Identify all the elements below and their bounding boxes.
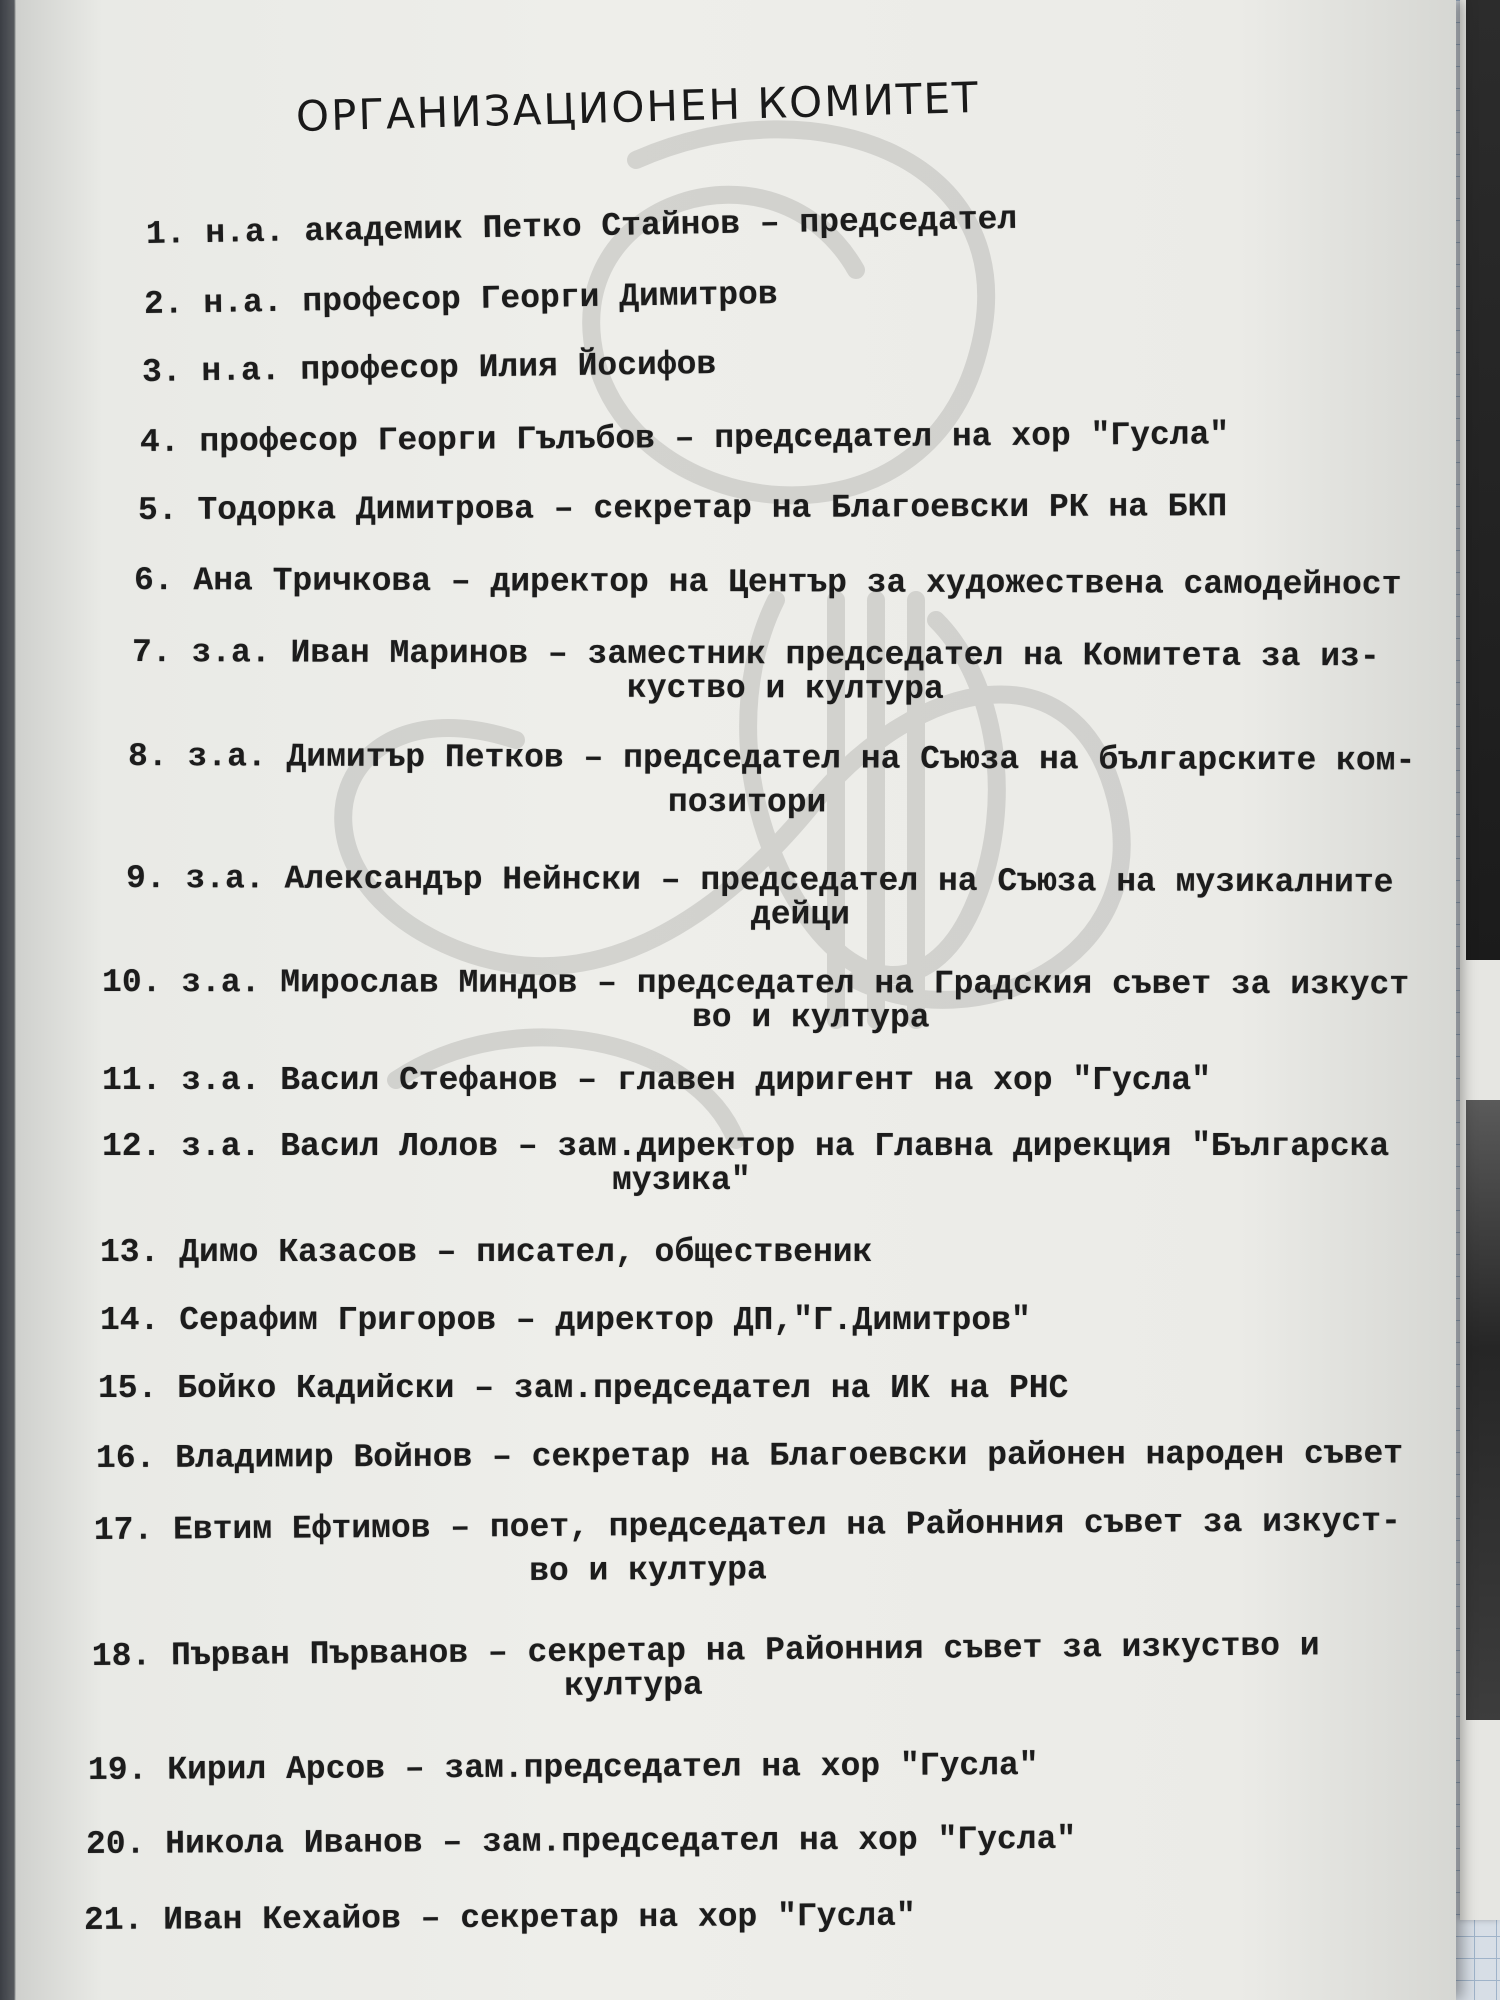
member-number: 7. [131,634,172,672]
member-item-18 [92,1629,1320,1708]
member-item-7 [132,636,1380,708]
member-number: 17. [93,1511,154,1550]
committee-list-page [16,0,1456,2000]
member-text: з.а. Васил Лолов – зам.директор на Главна дирекция "Българска [181,1128,1390,1165]
member-text: н.а. професор Георги Димитров [203,276,778,323]
member-item-20 [85,1820,1077,1863]
member-text: Кирил Арсов – зам.председател на хор "Гусла" [167,1747,1039,1789]
member-item-15 [98,1372,1068,1406]
member-text-continuation: дейци [750,896,851,934]
member-number: 9. [125,860,166,898]
member-item-10 [102,966,1409,1036]
member-text: професор Георги Гълъбов – председател на хор "Гусла" [199,416,1230,461]
member-number: 11. [102,1062,162,1099]
member-text: Иван Кехайов – секретар на хор "Гусла" [163,1897,916,1939]
member-text: Тодорка Димитрова – секретар на Благоевски РК на БКП [197,488,1228,529]
member-number: 20. [85,1825,146,1863]
member-number: 1. [145,215,186,253]
member-number: 12. [102,1128,162,1165]
member-item-6 [134,564,1402,602]
member-item-17 [93,1502,1402,1592]
member-text: з.а. Мирослав Миндов – председател на Градския съвет за изкуст [181,964,1410,1004]
member-text: з.а. Васил Стефанов – главен диригент на хор "Гусла" [181,1062,1212,1099]
member-number: 4. [139,423,180,461]
member-number: 10. [101,964,162,1002]
member-text: Владимир Войнов – секретар на Благоевски районен народен съвет [175,1435,1404,1477]
member-item-13 [100,1236,872,1270]
member-text-continuation: музика" [612,1162,751,1199]
document-page [16,0,1456,2000]
member-number: 14. [100,1302,160,1339]
member-item-9 [126,862,1394,934]
member-item-11 [102,1064,1211,1098]
member-item-19 [88,1749,1039,1788]
member-item-1 [145,200,1018,253]
member-item-16 [96,1437,1403,1476]
member-number: 15. [98,1370,158,1407]
member-number: 6. [133,562,174,600]
member-item-21 [83,1897,916,1939]
member-text: з.а. Иван Маринов – заместник председател на Комитета за из- [191,634,1380,676]
adjacent-page [1460,0,1500,1920]
member-text: Димо Казасов – писател, общественик [179,1234,873,1271]
member-text: з.а. Димитър Петков – председател на Съюза на българските ком- [187,738,1416,780]
member-number: 5. [137,491,178,529]
member-item-5 [138,490,1227,528]
adjacent-photo-top [1466,0,1500,960]
member-text: Евтим Ефтимов – поет, председател на Районния съвет за изкуст- [172,1502,1401,1549]
member-number: 21. [83,1901,144,1939]
member-item-2 [144,278,778,322]
member-text-continuation: култура [563,1666,703,1705]
member-text: Ана Тричкова – директор на Център за художествена самодейност [193,562,1402,604]
member-number: 16. [95,1439,156,1477]
member-number: 19. [87,1751,148,1789]
member-text: н.а. професор Илия Йосифов [201,345,717,391]
member-text: з.а. Александър Нейнски – председател на Съюза на музикалните [185,860,1394,902]
member-number: 2. [143,285,184,323]
member-number: 13. [100,1234,160,1271]
member-number: 8. [128,738,168,776]
member-text: Бойко Кадийски – зам.председател на ИК на РНС [177,1370,1069,1407]
member-text: н.а. академик Петко Стайнов – председател [205,200,1018,252]
member-item-3 [141,345,717,391]
member-text-continuation: позитори [667,783,827,822]
member-item-14 [100,1304,1031,1338]
adjacent-photo-bottom [1466,1100,1500,1720]
member-text-continuation: во и култура [691,999,930,1037]
member-item-8 [128,740,1415,822]
member-text: Първан Първанов – секретар на Районния съвет за изкуство и [170,1627,1320,1675]
page-title: ОРГАНИЗАЦИОНЕН КОМИТЕТ [295,72,981,141]
member-text: Никола Иванов – зам.председател на хор "Гусла" [165,1820,1077,1863]
member-number: 18. [91,1637,152,1675]
member-item-12 [102,1130,1389,1198]
member-text-continuation: во и култура [529,1551,767,1590]
member-text: Серафим Григоров – директор ДП,"Г.Димитров" [179,1302,1031,1339]
member-text-continuation: куство и култура [626,669,944,708]
member-number: 3. [141,353,182,391]
member-item-4 [140,418,1229,460]
